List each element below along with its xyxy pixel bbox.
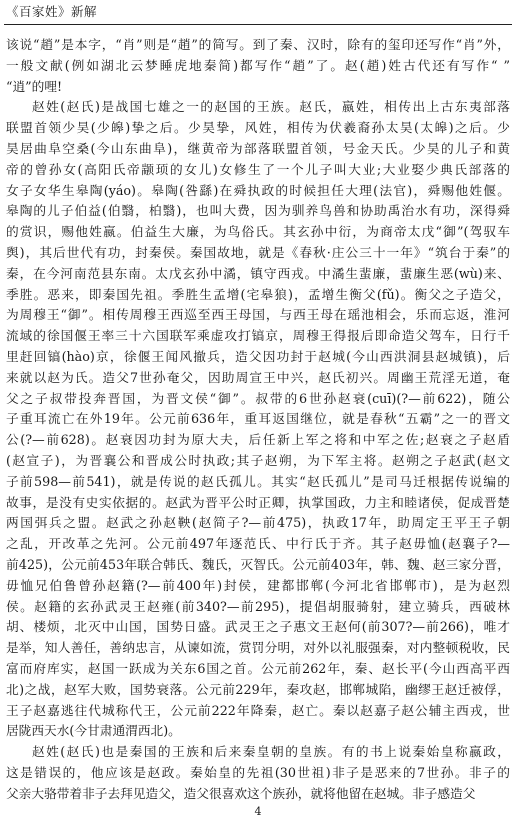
- text-line: 子前598—前541)，就是传说的赵氏孤儿。其实“赵氏孤儿”是司马迁根据传说编的: [6, 473, 510, 489]
- text-line: 联盟首领少昊(少皞)挚之后。少昊挚，风姓，相传为伏羲裔孙太昊(太皞)之后。少: [6, 120, 510, 136]
- text-line: 帝的曾孙女(高阳氏帝颛顼的女儿)女修生了一个儿子叫大业;大业娶少典氏部落的: [6, 161, 510, 177]
- text-line: 前425)，公元前453年联合韩氏、魏氏，灭智氏。公元前403年，韩、魏、赵三家分晋，: [6, 556, 510, 572]
- text-line: “逍”的哩!: [6, 78, 63, 94]
- text-line: 两国弭兵之盟。赵武之孙赵鞅(赵简子?—前475)，执政17年，助周定王平王子朝: [6, 515, 510, 531]
- text-line: 毋恤兄伯鲁曾孙赵籍(?—前400年)封侯，建都邯郸(今河北省邯郸市)，是为赵烈: [6, 577, 510, 593]
- text-line: 子重耳流亡在外19年。公元前636年，重耳返国继位，就是春秋“五霸”之一的晋文: [6, 411, 510, 427]
- text-line: 里赶回镐(hào)京，徐偃王闻风撤兵，造父因功封于赵城(今山西洪洞县赵城镇)，后: [6, 348, 510, 364]
- text-line: 的赏识，赐他姓嬴。伯益生大廉，为鸟俗氏。其玄孙中衍，为商帝太戊“御”(驾驭车: [6, 224, 510, 240]
- text-line: 之乱，开改革之先河。公元前497年逐范氏、中行氏于齐。其子赵毋恤(赵襄子?—: [6, 536, 510, 552]
- text-line: 为周穆王“御”。相传周穆王西巡至西王母国，与西王母在瑶池相会，乐而忘返，淮河: [6, 307, 510, 323]
- text-line: 皋陶的儿子伯益(伯翳，柏翳)，也叫大费，因为驯养鸟兽和协助禹治水有功，深得舜: [6, 203, 510, 219]
- text-line: 女子女华生皋陶(yáo)。皋陶(咎繇)在舜执政的时候担任大理(法官)，舜赐他姓偃。: [6, 182, 510, 198]
- text-line: 富而府库实，赵国一跃成为关东6国之首。公元前262年，秦、赵长平(今山西高平西: [6, 660, 510, 676]
- paragraph: [6, 742, 510, 804]
- text-line: 故事，是没有史实依据的。赵武为晋平公时正卿，执掌国政，力主和睦诸侯，促成晋楚: [6, 494, 510, 510]
- text-line: 该说“趙”是本字，“肖”则是“趙”的简写。到了秦、汉时，除有的玺印还写作“肖”外，: [6, 37, 510, 52]
- text-line: 这是错误的，他应该是赵政。秦始皇的先祖(30世祖)非子是恶来的7世孙。非子的: [6, 764, 510, 780]
- text-line: 一般文献(例如湖北云梦睡虎地秦简)都写作“趙”了。赵(趙)姓古代还有写作“ ”: [6, 57, 510, 73]
- text-line: 是举，知人善任，善纳忠言，从谏如流，赏罚分明，对外以礼服强秦，对内整顿税收，民: [6, 640, 510, 656]
- text-line: 昊居曲阜空桑(今山东曲阜)，继黄帝为部落联盟首领，号金天氏。少昊的儿子和黄: [6, 140, 510, 156]
- header-divider: [4, 24, 512, 25]
- text-line: 秦，在今河南范县东南。太戊玄孙中潏，镇守西戎。中潏生蜚廉，蜚廉生恶(wù)来、: [6, 265, 510, 281]
- text-line: 居陇西天水(今甘肃通渭西北)。: [6, 723, 181, 739]
- text-line: 舆)，其后世代有功，封秦侯。秦国故地，就是《春秋·庄公三十一年》“筑台于秦”的: [6, 244, 510, 260]
- text-line: 公(?—前628)。赵衰因功封为原大夫，后任新上军之将和中军之佐;赵衰之子赵盾: [6, 432, 510, 448]
- paragraph: [6, 35, 510, 97]
- text-line: 季胜。恶来，即秦国先祖。季胜生孟增(宅皋狼)，孟增生衡父(fǔ)。衡父之子造父，: [6, 286, 510, 302]
- text-line: 王子赵嘉逃往代城称代王，公元前222年降秦，赵亡。秦以赵嘉子赵公辅主西戎，世: [6, 702, 510, 718]
- text-line: 赵姓(赵氏)也是秦国的王族和后来秦皇朝的皇族。有的书上说秦始皇称嬴政，: [32, 744, 510, 760]
- text-line: 流域的徐国偃王率三十六国联军乘虚攻打镐京，周穆王得报后即命造父驾车，日行千: [6, 328, 510, 344]
- text-line: 来就以赵为氏。造父7世孙奄父，因助周宣王中兴，赵氏初兴。周幽王荒淫无道，奄: [6, 369, 510, 385]
- paragraph: [6, 97, 510, 742]
- page-number: 4: [254, 805, 262, 818]
- text-line: 赵姓(赵氏)是战国七雄之一的赵国的王族。赵氏，嬴姓，相传出上古东夷部落: [32, 99, 510, 115]
- text-line: 侯。赵籍的玄孙武灵王赵雍(前340?—前295)，提倡胡服骑射，建立骑兵，西破林: [6, 598, 510, 614]
- text-line: 父之子叔带投奔晋国，为晋文侯“御”。叔带的6世孙赵衰(cuī)(?—前622)，随公: [6, 390, 510, 406]
- text-line: (赵宣子)，为晋襄公和晋成公时执政;其子赵朔，为下军主将。赵朔之子赵武(赵文: [6, 452, 510, 468]
- text-line: 父亲大骆带着非子去拜见造父，造父很喜欢这个族孙，就将他留在赵城。非子感造父: [6, 785, 476, 801]
- text-line: 北)之战，赵军大败，国势衰落。公元前229年，秦攻赵，邯郸城陷，幽缪王赵迁被俘，: [6, 681, 510, 697]
- text-line: 胡、楼烦，北灭中山国，国势日盛。武灵王之子惠文王赵何(前307?—前266)，唯才: [6, 619, 510, 635]
- page-body: [6, 35, 510, 804]
- running-header: 《百家姓》新解: [6, 4, 98, 19]
